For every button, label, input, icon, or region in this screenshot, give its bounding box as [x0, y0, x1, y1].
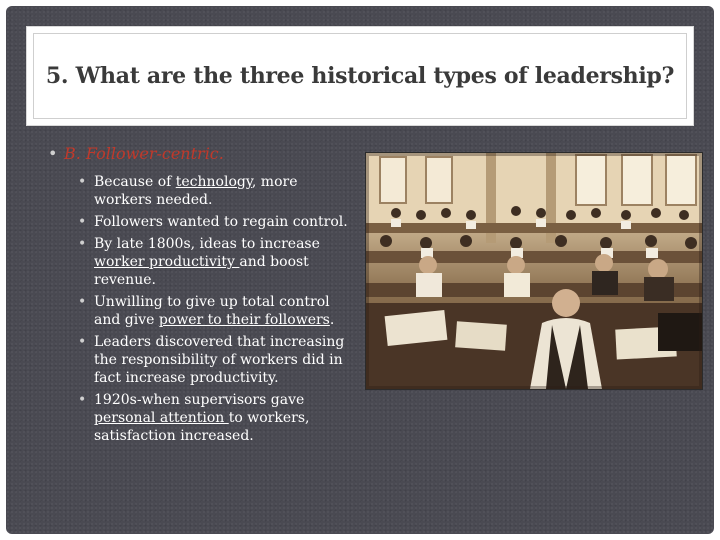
- list-item: [78, 333, 353, 387]
- item-text: .: [329, 312, 335, 328]
- list-item: [78, 235, 353, 289]
- item-text: to workers, satisfaction increased.: [94, 410, 310, 444]
- bullet-icon: •: [78, 174, 87, 190]
- item-text: Leaders discovered that increasing the responsibility of workers did in fact increase productivity.: [94, 334, 345, 386]
- bullet-icon: •: [78, 236, 87, 252]
- list-item: [78, 173, 353, 209]
- bullet-icon: •: [78, 214, 87, 230]
- list-item: [78, 293, 353, 329]
- item-text: By late 1800s, ideas to increase: [94, 236, 320, 252]
- item-text: Unwilling to give up total control and give: [94, 294, 330, 328]
- linked-term: technology: [175, 174, 252, 190]
- section-heading-text: B. Follower-centric.: [64, 144, 224, 163]
- item-text: , more workers needed.: [94, 174, 298, 208]
- section-heading: [48, 144, 353, 163]
- slide-title: 5. What are the three historical types of leadership?: [45, 63, 675, 89]
- list-item: [78, 213, 353, 231]
- linked-term: power to their followers: [158, 312, 330, 328]
- item-text: 1920s-when supervisors gave: [94, 392, 305, 408]
- item-text: Because of: [94, 174, 176, 190]
- linked-term: personal attention: [94, 410, 229, 426]
- title-box: [26, 26, 694, 126]
- office-photo-illustration: [366, 153, 702, 389]
- bullet-icon: •: [48, 144, 58, 163]
- bullet-icon: •: [78, 392, 87, 408]
- slide: [6, 6, 714, 534]
- bullet-icon: •: [78, 334, 87, 350]
- bullet-icon: •: [78, 294, 87, 310]
- list-item: [78, 391, 353, 445]
- item-text: and boost revenue.: [94, 254, 309, 288]
- title-frame: [33, 33, 687, 119]
- historical-office-photo: [366, 153, 702, 389]
- content-area: [48, 144, 353, 449]
- item-text: Followers wanted to regain control.: [94, 214, 348, 230]
- linked-term: worker productivity: [94, 254, 240, 270]
- bullet-list: [48, 173, 353, 445]
